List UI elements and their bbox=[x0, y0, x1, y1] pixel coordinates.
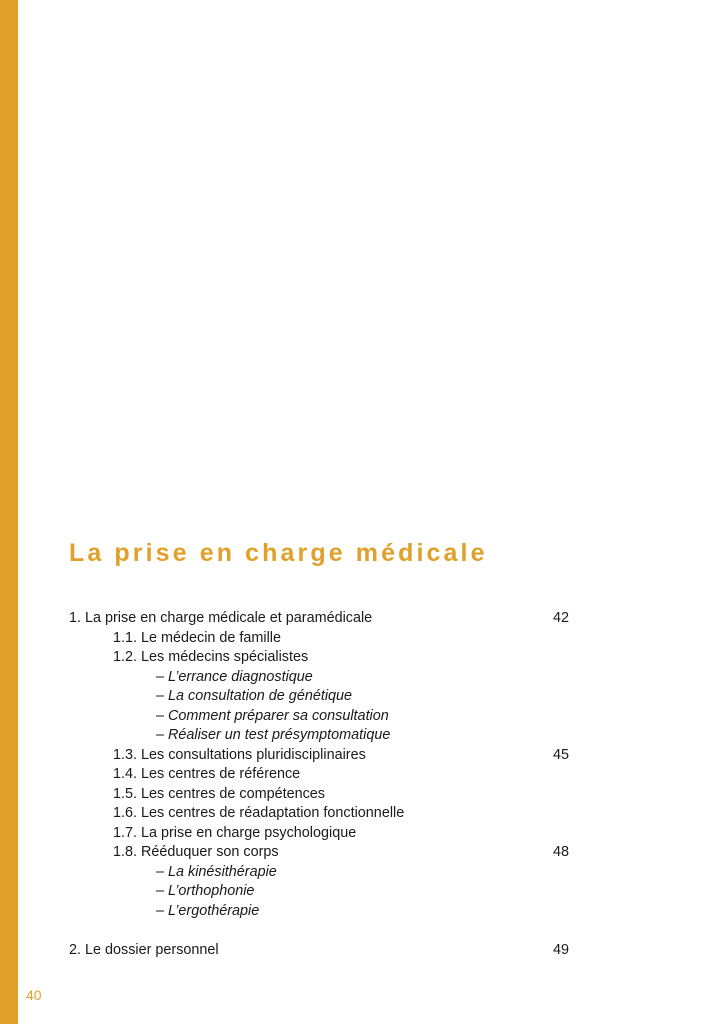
toc-entry bbox=[69, 863, 569, 883]
toc-entry-page: 49 bbox=[552, 941, 569, 958]
toc-entry-label: – L’errance diagnostique bbox=[156, 668, 313, 685]
toc-entry-label: 2. Le dossier personnel bbox=[69, 941, 219, 958]
toc-entry-label: 1.5. Les centres de compétences bbox=[113, 785, 325, 802]
toc-entry-label: 1.4. Les centres de référence bbox=[113, 766, 301, 782]
toc-entry bbox=[69, 629, 569, 649]
toc-entry-label: 1.2. Les médecins spécialistes bbox=[113, 649, 309, 665]
side-color-bar bbox=[0, 0, 18, 1024]
toc-entry-label: 1.7. La prise en charge psychologique bbox=[113, 824, 357, 841]
toc-entry-page: 45 bbox=[552, 746, 569, 763]
toc-entry bbox=[69, 804, 569, 824]
toc-entry bbox=[69, 609, 569, 629]
toc-entry bbox=[69, 941, 569, 961]
toc-entry-page: 42 bbox=[552, 610, 569, 626]
toc-entry bbox=[69, 882, 569, 902]
toc-spacer bbox=[69, 921, 569, 941]
toc-entry-label: – Réaliser un test présymptomatique bbox=[156, 727, 391, 743]
toc-entry bbox=[69, 687, 569, 707]
toc-entry-label: – La consultation de génétique bbox=[156, 688, 353, 704]
toc-entry-label: 1.3. Les consultations pluridisciplinaires bbox=[113, 746, 366, 763]
toc-entry-label: 1.6. Les centres de réadaptation fonctionnelle bbox=[113, 805, 405, 821]
toc-entry bbox=[69, 707, 569, 727]
toc-entry-label: – L’orthophonie bbox=[156, 883, 255, 899]
toc-entry bbox=[69, 746, 569, 766]
toc-entry bbox=[69, 726, 569, 746]
toc-entry-label: 1.8. Rééduquer son corps bbox=[113, 844, 279, 860]
toc-entry bbox=[69, 824, 569, 844]
toc-entry bbox=[69, 648, 569, 668]
table-of-contents bbox=[69, 609, 569, 960]
toc-entry-label: 1. La prise en charge médicale et paramédicale bbox=[69, 610, 373, 626]
page-number: 40 bbox=[26, 987, 42, 1003]
toc-entry bbox=[69, 668, 569, 688]
toc-entry-label: – Comment préparer sa consultation bbox=[156, 707, 389, 724]
toc-entry bbox=[69, 785, 569, 805]
toc-entry bbox=[69, 843, 569, 863]
toc-entry-label: – L’ergothérapie bbox=[156, 902, 260, 919]
toc-entry bbox=[69, 765, 569, 785]
toc-entry-label: – La kinésithérapie bbox=[156, 863, 277, 880]
toc-entry bbox=[69, 902, 569, 922]
toc-entry-label: 1.1. Le médecin de famille bbox=[113, 629, 281, 646]
chapter-title: La prise en charge médicale bbox=[69, 539, 488, 567]
toc-entry-page: 48 bbox=[552, 844, 569, 860]
